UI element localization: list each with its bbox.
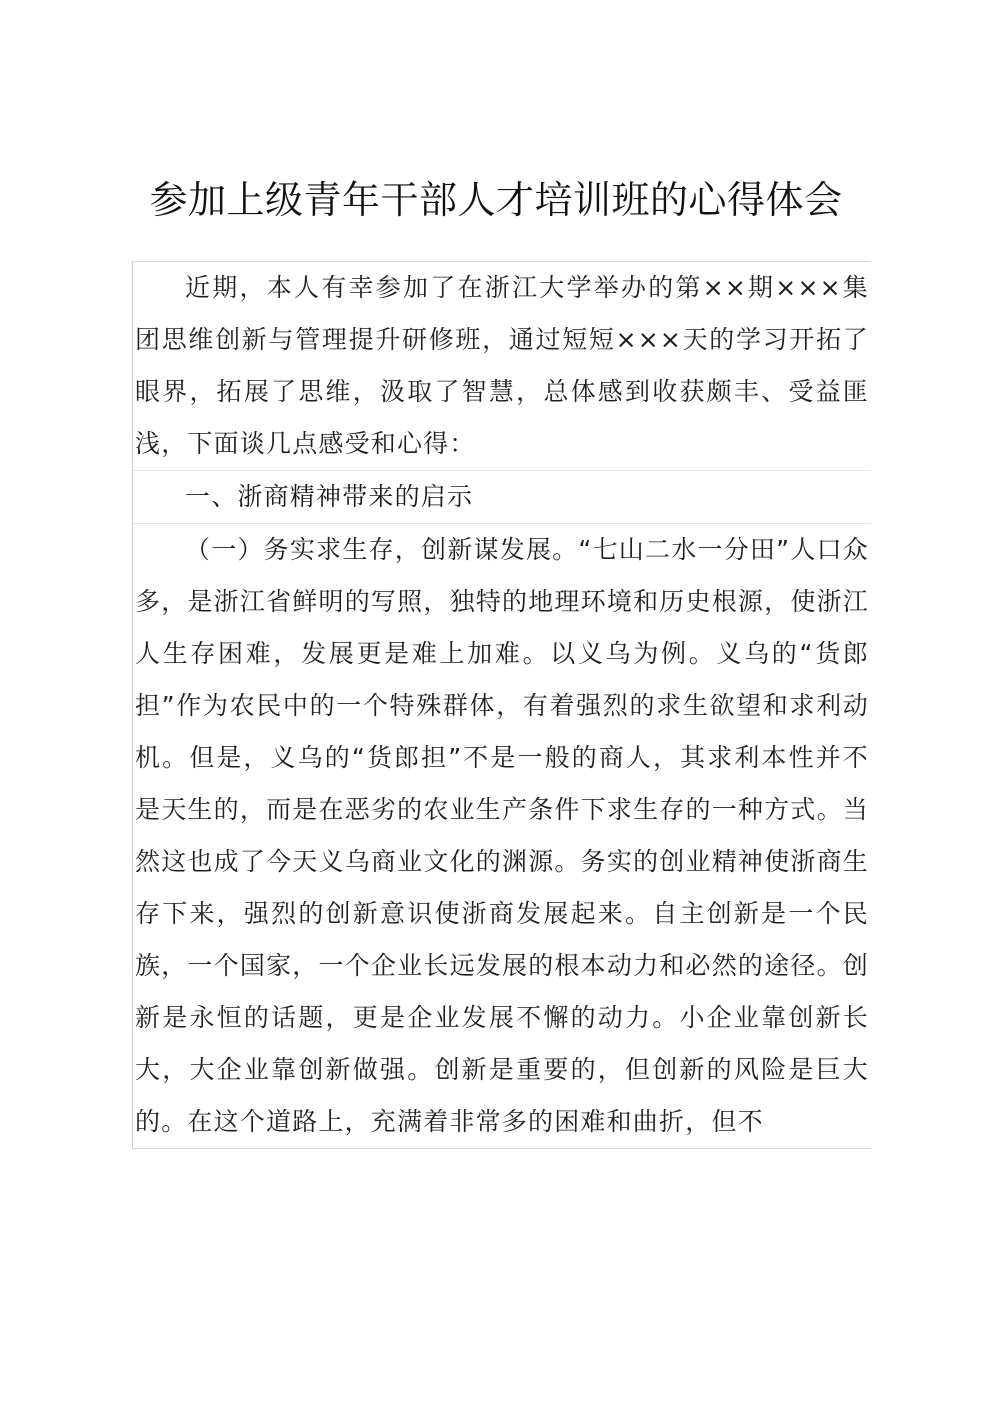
document-title: 参加上级青年干部人才培训班的心得体会 (149, 178, 843, 222)
body-paragraph: （一）务实求生存，创新谋发展。“七山二水一分田”人口众多，是浙江省鲜明的写照，独特的地理环境和历史根源，使浙江人生存困难，发展更是难上加难。以义乌为例。义乌的“货郎担”作为农民中的一个特殊群体，有着强烈的求生欲望和求利动机。但是，义乌的“货郎担”不是一般的商人，其求利本性并不是天生的，而是在恶劣的农业生产条件下求生存的一种方式。当然这也成了今天义乌商业文化的渊源。务实的创业精神使浙商生存下来，强烈的创新意识使浙商发展起来。自主创新是一个民族，一个国家，一个企业长远发展的根本动力和必然的途径。创新是永恒的话题，更是企业发展不懈的动力。小企业靠创新长大，大企业靠创新做强。创新是重要的，但创新的风险是巨大的。在这个道路上，充满着非常多的困难和曲折，但不 (135, 535, 869, 1136)
document-body (132, 261, 871, 1149)
section-heading: 一、浙商精神带来的启示 (185, 482, 474, 511)
intro-paragraph: 近期，本人有幸参加了在浙江大学举办的第××期×××集团思维创新与管理提升研修班，通过短短×××天的学习开拓了眼界，拓展了思维，汲取了智慧，总体感到收获颇丰、受益匪浅，下面谈几点感受和心得： (135, 273, 869, 458)
